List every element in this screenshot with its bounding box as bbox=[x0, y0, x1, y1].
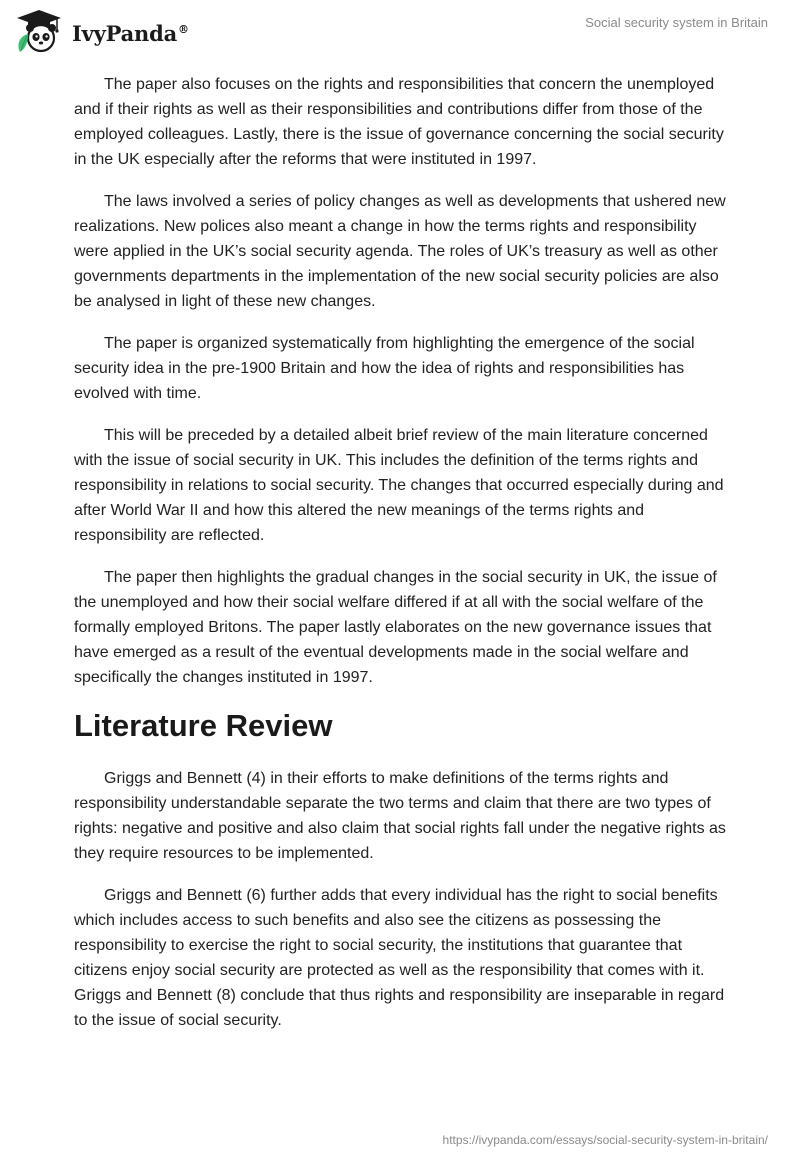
ivypanda-logo[interactable] bbox=[14, 8, 189, 54]
paragraph: This will be preceded by a detailed albeit brief review of the main literature concerned with the issue of social security in UK. This includes the definition of the terms rights and responsibility in relations to social security. The changes that occurred especially during and after World War II and how this altered the new meanings of the terms rights and responsibility are reflected. bbox=[74, 427, 724, 544]
registered-mark: ® bbox=[178, 22, 189, 36]
paragraph: The paper is organized systematically from highlighting the emergence of the social security idea in the pre-1900 Britain and how the idea of rights and responsibilities has evolved with time. bbox=[74, 335, 695, 402]
source-url[interactable]: https://ivypanda.com/essays/social-security-system-in-britain/ bbox=[442, 1133, 768, 1147]
logo-wordmark bbox=[72, 21, 189, 46]
paragraph: The paper then highlights the gradual changes in the social security in UK, the issue of the unemployed and how their social welfare differed if at all with the social welfare of the formally employed Britons. The paper lastly elaborates on the new governance issues that have emerged as a result of the eventual developments made in the social welfare and specifically the changes instituted in 1997. bbox=[74, 569, 717, 686]
essay-body bbox=[74, 72, 726, 1050]
page-header bbox=[0, 0, 800, 62]
panda-graduate-icon bbox=[14, 8, 64, 54]
paragraph: The paper also focuses on the rights and responsibilities that concern the unemployed and if their rights as well as their responsibilities and contributions differ from those of the employed colleagues. Lastly, there is the issue of governance concerning the social security in the UK especially after the reforms that were instituted in 1997. bbox=[74, 76, 724, 168]
paragraph: Griggs and Bennett (6) further adds that every individual has the right to social benefits which includes access to such benefits and also see the citizens as possessing the responsibility to exercise the right to social security, the institutions that guarantee that citizens enjoy social security are protected as well as the responsibility that comes with it. Griggs and Bennett (8) conclude that thus rights and responsibility are inseparable in regard to the issue of social security. bbox=[74, 887, 725, 1029]
paragraph: The laws involved a series of policy changes as well as developments that ushered new realizations. New polices also meant a change in how the terms rights and responsibility were applied in the UK’s social security agenda. The roles of UK’s treasury as well as other governments departments in the implementation of the new social security policies are also be analysed in light of these new changes. bbox=[74, 193, 726, 310]
paragraph: Griggs and Bennett (4) in their efforts to make definitions of the terms rights and responsibility understandable separate the two terms and claim that there are two types of rights: negative and positive and also claim that social rights fall under the negative rights as they require resources to be implemented. bbox=[74, 770, 726, 862]
section-heading-literature-review: Literature Review bbox=[74, 708, 333, 743]
document-title: Social security system in Britain bbox=[585, 15, 768, 30]
logo-text: IvyPanda bbox=[72, 20, 178, 46]
